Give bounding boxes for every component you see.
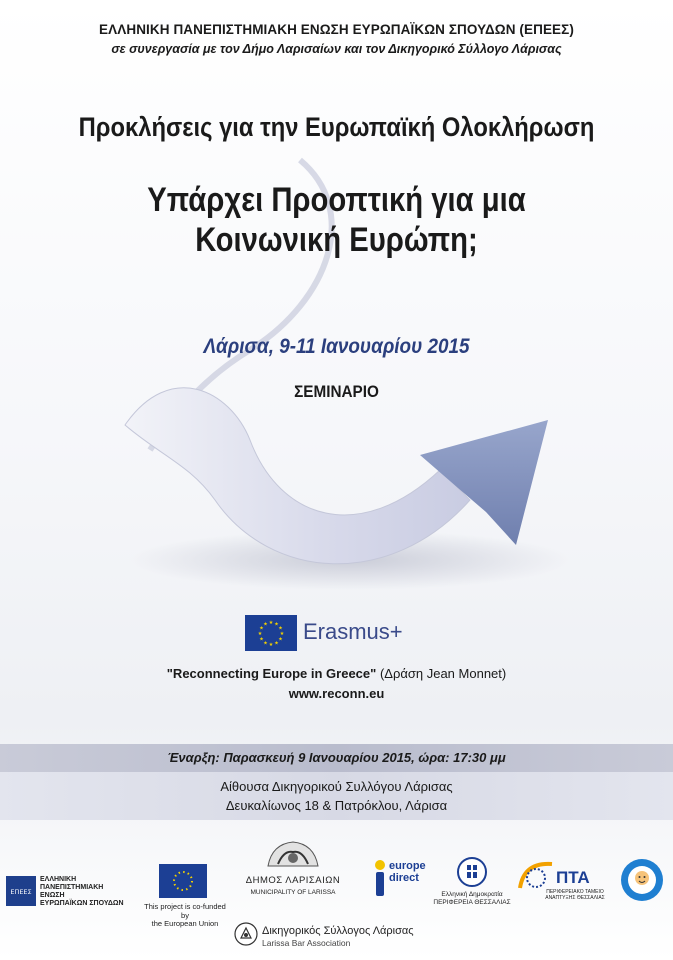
start-time-band [0, 744, 673, 772]
municipality-name: ΔΗΜΟΣ ΛΑΡΙΣΑΙΩΝ [245, 875, 341, 886]
svg-text:★: ★ [278, 625, 283, 632]
svg-text:★: ★ [274, 640, 279, 647]
project-title: "Reconnecting Europe in Greece" [166, 666, 377, 681]
svg-text:★: ★ [278, 636, 283, 643]
eu-cofunded-text: This project is co-funded by the European Union [144, 902, 226, 928]
svg-text:★: ★ [274, 621, 279, 628]
project-website[interactable]: www.reconn.eu [288, 686, 385, 701]
eu-flag-icon [245, 615, 297, 651]
municipality-emblem-icon [262, 838, 324, 874]
main-title: Προκλήσεις για την Ευρωπαϊκή Ολοκλήρωση [78, 112, 595, 142]
greek-emblem-icon [456, 856, 488, 888]
pta-logo-icon [516, 858, 556, 892]
svg-text:★: ★ [259, 625, 264, 632]
svg-text:★: ★ [279, 631, 285, 637]
collaboration-text: σε συνεργασία με τον Δήμο Λαρισαίων και τον Δικηγορικό Σύλλογο Λάρισας [111, 42, 562, 56]
question-line-2: Κοινωνική Ευρώπη; [195, 221, 478, 259]
start-time: Έναρξη: Παρασκευή 9 Ιανουαρίου 2015, ώρα: 17:30 μμ [167, 750, 506, 765]
arrow-ribbon [125, 388, 470, 564]
europe-direct-text: europe direct [389, 860, 426, 884]
epees-logo-text: ΕΛΛΗΝΙΚΗ ΠΑΝΕΠΙΣΤΗΜΙΑΚΗ ΕΝΩΣΗ ΕΥΡΩΠΑΪΚΩΝ ΣΠΟΥΔΩΝ [40, 876, 124, 907]
pta-subtitle: ΠΕΡΙΦΕΡΕΙΑΚΟ ΤΑΜΕΙΟ ΑΝΑΠΤΥΞΗΣ ΘΕΣΣΑΛΙΑΣ [545, 889, 605, 901]
question-title [47, 180, 626, 260]
question-line-1: Υπάρχει Προοπτική για μια [147, 181, 526, 219]
region-text: Ελληνική Δημοκρατία ΠΕΡΙΦΕΡΕΙΑ ΘΕΣΣΑΛΙΑΣ [433, 891, 511, 906]
event-type: ΣΕΜΙΝΑΡΙΟ [294, 382, 379, 401]
event-place-dates: Λάρισα, 9-11 Ιανουαρίου 2015 [203, 335, 470, 358]
project-tagline [0, 666, 673, 681]
venue-address: Δευκαλίωνος 18 & Πατρόκλου, Λάρισα [225, 798, 448, 813]
bar-association-emblem-icon [234, 922, 258, 946]
svg-text:★: ★ [263, 640, 268, 647]
municipality-subtitle: MUNICIPALITY OF LARISSA [250, 889, 336, 896]
svg-text:ΕΠΕΕΣ: ΕΠΕΕΣ [10, 888, 32, 896]
erasmus-label: Erasmus+ [303, 619, 403, 644]
europe-direct-icon [372, 858, 388, 898]
blue-round-logo-icon [620, 858, 664, 902]
project-action: (Δράση Jean Monnet) [379, 666, 507, 681]
venue-band [0, 772, 673, 820]
bar-association-english: Larissa Bar Association [262, 938, 351, 948]
svg-text:★: ★ [263, 621, 268, 628]
svg-text:★: ★ [259, 636, 264, 643]
bar-association-name: Δικηγορικός Σύλλογος Λάρισας [262, 925, 414, 937]
erasmus-logo [245, 615, 445, 653]
epees-logo-icon [6, 876, 36, 906]
eu-cofunded-flag-icon [159, 864, 207, 898]
venue-name: Αίθουσα Δικηγορικού Συλλόγου Λάρισας [220, 779, 453, 794]
svg-text:★: ★ [257, 631, 263, 637]
svg-text:★: ★ [268, 620, 274, 626]
organizer-name: ΕΛΛΗΝΙΚΗ ΠΑΝΕΠΙΣΤΗΜΙΑΚΗ ΕΝΩΣΗ ΕΥΡΩΠΑΪΚΩΝ ΣΠΟΥΔΩΝ (ΕΠΕΕΣ) [99, 22, 574, 37]
svg-text:★: ★ [268, 642, 274, 648]
pta-name: ΠΤΑ [556, 868, 590, 887]
